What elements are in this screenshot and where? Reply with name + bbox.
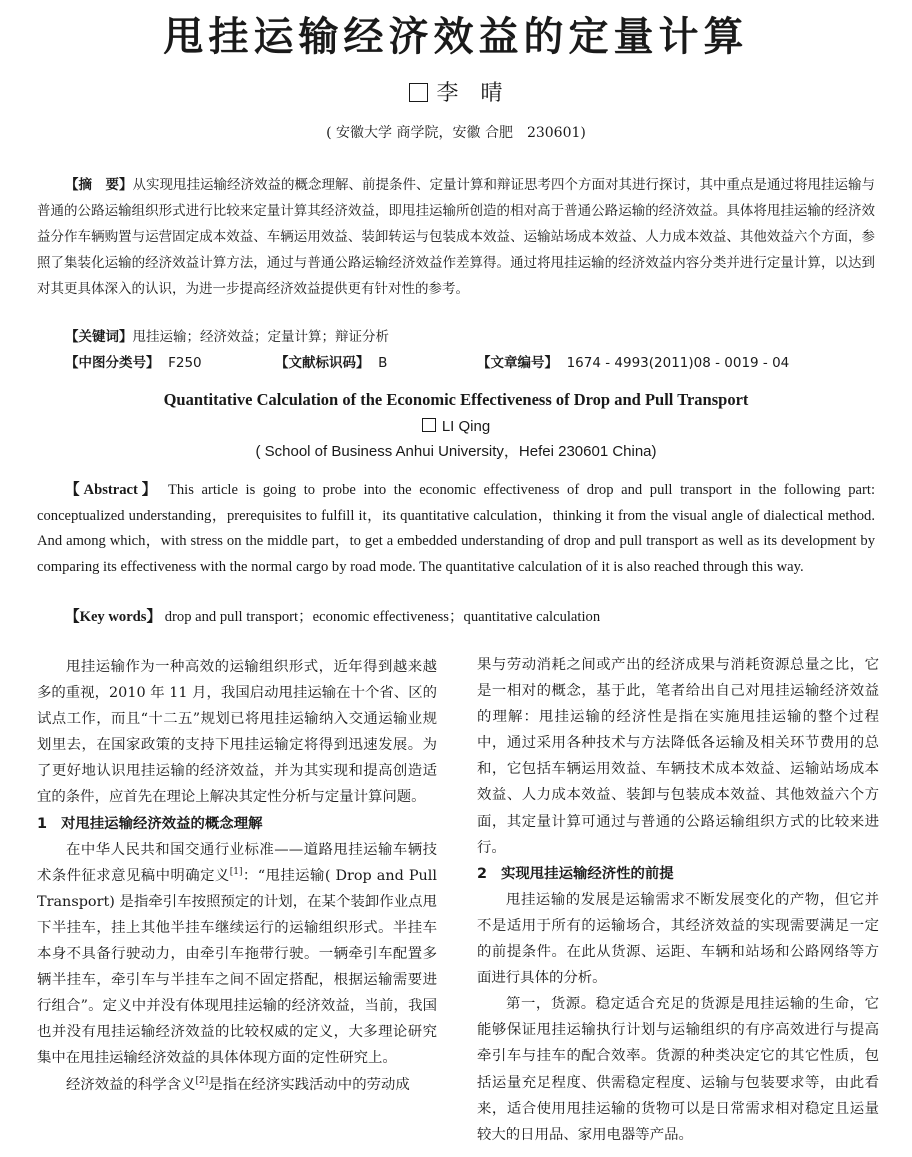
clc-value: F250: [168, 355, 202, 371]
body-left-column: [37, 654, 437, 1098]
doc-code-label: 【文献标识码】 B: [275, 355, 388, 371]
section-2-title: 实现甩挂运输经济性的前提: [501, 865, 674, 882]
section-1-title: 对甩挂运输经济效益的概念理解: [61, 815, 263, 832]
body-paragraph: [37, 837, 437, 1072]
section-2-heading: [477, 861, 879, 887]
english-abstract: [37, 478, 875, 580]
citation-1: [1]: [229, 866, 243, 877]
body-paragraph: 甩挂运输作为一种高效的运输组织形式，近年得到越来越多的重视，2010 年 11 月，我国启动甩挂运输在十个省、区的试点工作，而且“十二五”规划已将甩挂运输纳入交通运输业规划里去，在国家政策的支持下甩挂运输定将得到迅速发展。为了更好地认识甩挂运输的经济效益，并为其实现和提高创造适宜的条件，应首先在理论上解决其定性分析与定量计算问题。: [37, 659, 437, 806]
body-text: 是指在经济实践活动中的劳动成: [208, 1076, 410, 1093]
body-text: ：“甩挂运输( Drop and Pull Transport) 是指牵引车按照预定的计划，在某个装卸作业点甩下半挂车，挂上其他半挂车继续运行的运输组织形式。半挂车本身不具备行驶动力，由牵引车拖带行驶。一辆牵引车配置多辆半挂车，牵引车与半挂车之间不固定搭配，根据运输需要进行组合”。定义中并没有体现甩挂运输的经济效益，当前，我国也并没有甩挂运输经济效益的比较权威的定义，大多理论研究集中在甩挂运输经济效益的具体体现方面的定性研究上。: [37, 867, 437, 1067]
body-paragraph: 甩挂运输的发展是运输需求不断发展变化的产物，但它并不是适用于所有的运输场合，其经济效益的实现需要满足一定的前提条件。在此从货源、运距、车辆和站场和公路网络等方面进行具体的分析。: [477, 891, 879, 987]
citation-2: [2]: [195, 1075, 209, 1086]
article-number-label: 【文章编号】 1674 - 4993(2011)08 - 0019 - 04: [477, 355, 790, 371]
abstract-label: 【摘 要】: [65, 177, 133, 193]
section-2-number: 2: [477, 865, 488, 882]
body-paragraph: 第一，货源。稳定适合充足的货源是甩挂运输的生命，它能够保证甩挂运输执行计划与运输组织的有序高效进行与提高牵引车与挂车的配合效率。货源的种类决定它的其它性质，包括运量充足程度、供需稳定程度、运输与包装要求等，由此看来，适合使用甩挂运输的货物可以是日常需求相对稳定且运量较大的日用品、家用电器等产品。: [477, 996, 879, 1143]
abstract-text: 从实现甩挂运输经济效益的概念理解、前提条件、定量计算和辩证思考四个方面对其进行探讨，其中重点是通过将甩挂运输与普通的公路运输组织形式进行比较来定量计算其经济效益，即甩挂运输所创造的相对高于普通公路运输的经济效益。具体将甩挂运输的经济效益分作车辆购置与运营固定成本效益、车辆运用效益、装卸转运与包装成本效益、运输站场成本效益、人力成本效益、其他效益六个方面，参照了集装化运输的经济效益计算方法，通过与普通公路运输经济效益作差算得。通过将甩挂运输的经济效益内容分类并进行定量计算，以达到对其更具体深入的认识，为进一步提高经济效益提供更有针对性的参考。: [37, 177, 875, 297]
author-box-icon: [409, 83, 428, 102]
chinese-keywords: [65, 324, 875, 350]
author-line: [0, 78, 912, 110]
english-author-box-icon: [422, 418, 436, 432]
keywords-label: 【关键词】: [65, 329, 133, 345]
body-text: 在中华人民共和国交通行业标准——道路甩挂运输车辆技术条件征求意见稿中明确定义: [37, 841, 437, 884]
english-title: Quantitative Calculation of the Economic Effectiveness of Drop and Pull Transport: [163, 390, 749, 409]
clc-label: 【中图分类号】 F250: [65, 355, 202, 371]
body-paragraph: 果与劳动消耗之间或产出的经济成果与消耗资源总量之比，它是一相对的概念，基于此，笔者给出自己对甩挂运输经济效益的理解：甩挂运输的经济性是指在实施甩挂运输的整个过程中，通过采用各种技术与方法降低各运输及相关环节费用的总和，它包括车辆运用效益、车辆技术成本效益、运输站场成本效益、人力成本效益、装卸与包装成本效益、其他效益六个方面，其定量计算可通过与普通的公路运输组织方式的比较来进行。: [477, 657, 879, 856]
english-keywords-label: 【Key words】: [65, 609, 162, 625]
body-paragraph: [37, 1072, 437, 1098]
author-affiliation: ( 安徽大学 商学院，安徽 合肥 230601): [326, 125, 586, 141]
english-author-line: [0, 415, 912, 439]
english-author-name: LI Qing: [441, 418, 491, 435]
section-1-heading: [37, 811, 437, 837]
article-number-value: 1674 - 4993(2011)08 - 0019 - 04: [566, 355, 790, 371]
english-keywords: [65, 605, 875, 630]
english-affiliation: ( School of Business Anhui University，Hefei 230601 China): [255, 443, 657, 460]
page-title: 甩挂运输经济效益的定量计算: [163, 14, 749, 60]
author-name: 李 晴: [436, 81, 503, 106]
doc-code-value: B: [378, 355, 388, 371]
keywords-text: 甩挂运输；经济效益；定量计算；辩证分析: [132, 329, 389, 345]
body-text: 经济效益的科学含义: [66, 1076, 196, 1093]
english-abstract-label: 【Abstract】: [65, 482, 161, 498]
body-right-column: [477, 652, 879, 1148]
section-1-number: 1: [37, 815, 48, 832]
english-abstract-text: This article is going to probe into the economic effectiveness of drop and pull transport in the following part: conceptualized understanding，prerequisites to fulfill it，its quantitative calculation，thinking it from the visual angle of dialectical method. And among which，with stress on the middle part，to get a embedded understanding of drop and pull transport as well as its development by comparing its effectiveness with the normal cargo by road mode. The quantitative calculation of it is also reached through this way.: [37, 482, 876, 575]
chinese-abstract: [37, 172, 875, 302]
english-keywords-text: drop and pull transport；economic effectiveness；quantitative calculation: [164, 609, 601, 625]
